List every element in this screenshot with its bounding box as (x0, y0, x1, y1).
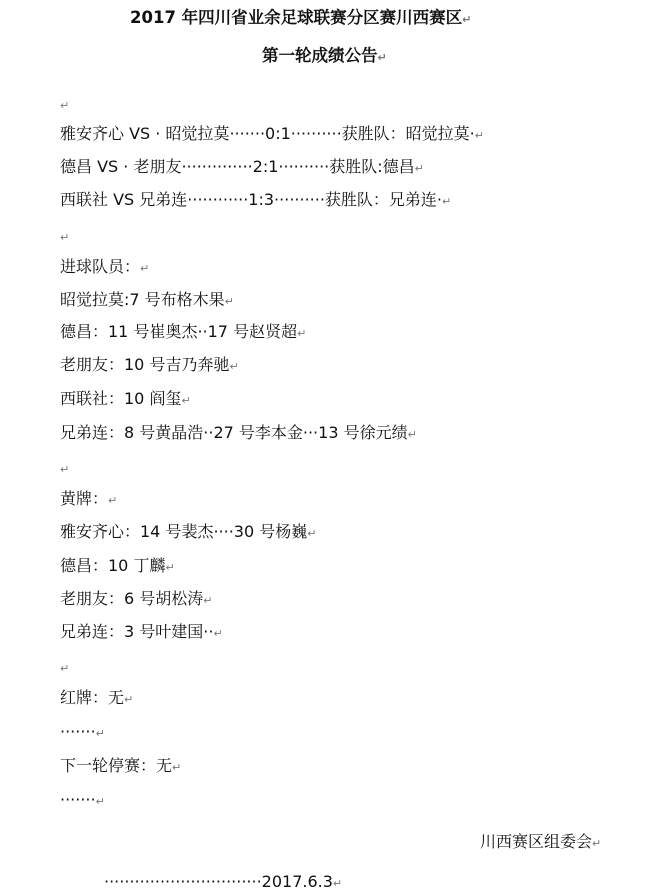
scorer-line-4: 西联社：10 阎玺↵ (60, 389, 191, 408)
paragraph-mark-icon: ↵ (203, 594, 213, 607)
dotted-line-2: ·······↵ (60, 790, 105, 809)
paragraph-mark-icon: ↵ (60, 662, 70, 675)
paragraph-mark-icon: ↵ (442, 195, 452, 208)
match-result-2: 德昌 VS · 老朋友··············2:1··········获胜队:德昌↵ (60, 157, 424, 176)
scorer-line-2: 德昌：11 号崔奥杰··17 号赵贤超↵ (60, 322, 307, 341)
paragraph-mark-icon: ↵ (60, 99, 70, 112)
dotted-line-1: ·······↵ (60, 722, 105, 741)
yellow-heading: 黄牌：↵ (60, 489, 118, 508)
paragraph-mark-icon: ↵ (60, 463, 70, 476)
match-result-3: 西联社 VS 兄弟连············1:3··········获胜队：兄弟连·↵ (60, 190, 452, 209)
paragraph-mark-icon: ↵ (213, 627, 223, 640)
paragraph-mark-icon: ↵ (60, 231, 70, 244)
title-line-2: 第一轮成绩公告↵ (262, 46, 387, 65)
yellow-card-line-4: 兄弟连：3 号叶建国··↵ (60, 622, 223, 641)
paragraph-mark-icon: ↵ (377, 51, 387, 64)
paragraph-mark-icon: ↵ (140, 262, 150, 275)
scorer-line-3: 老朋友：10 号吉乃奔驰↵ (60, 355, 239, 374)
paragraph-mark-icon: ↵ (181, 394, 191, 407)
yellow-card-line-1: 雅安齐心：14 号裴杰····30 号杨巍↵ (60, 522, 317, 541)
suspension-line: 下一轮停赛：无↵ (60, 756, 182, 775)
match-result-1: 雅安齐心 VS · 昭觉拉莫·······0:1··········获胜队：昭觉拉莫·↵ (60, 124, 484, 143)
paragraph-mark-icon: ↵ (474, 129, 484, 142)
paragraph-mark-icon: ↵ (407, 428, 417, 441)
yellow-card-line-2: 德昌：10 丁麟↵ (60, 556, 175, 575)
signature-line: 川西赛区组委会↵ (480, 832, 602, 851)
red-card-line: 红牌：无↵ (60, 688, 134, 707)
paragraph-mark-icon: ↵ (224, 295, 234, 308)
paragraph-mark-icon: ↵ (95, 727, 105, 740)
paragraph-mark-icon: ↵ (95, 795, 105, 808)
scorer-line-1: 昭觉拉莫:7 号布格木果↵ (60, 290, 234, 309)
title-line-1: 2017 年四川省业余足球联赛分区赛川西赛区↵ (130, 8, 472, 27)
paragraph-mark-icon: ↵ (297, 327, 307, 340)
scorers-heading: 进球队员：↵ (60, 257, 150, 276)
paragraph-mark-icon: ↵ (108, 494, 118, 507)
scorer-line-5: 兄弟连：8 号黄晶浩··27 号李本金···13 号徐元绩↵ (60, 423, 417, 442)
paragraph-mark-icon: ↵ (124, 693, 134, 706)
paragraph-mark-icon: ↵ (165, 561, 175, 574)
paragraph-mark-icon: ↵ (414, 162, 424, 175)
paragraph-mark-icon: ↵ (592, 837, 602, 850)
paragraph-mark-icon: ↵ (172, 761, 182, 774)
paragraph-mark-icon: ↵ (332, 877, 343, 890)
yellow-card-line-3: 老朋友：6 号胡松涛↵ (60, 589, 213, 608)
paragraph-mark-icon: ↵ (462, 13, 472, 26)
paragraph-mark-icon: ↵ (229, 360, 239, 373)
date-line: ·······························2017.6.3↵ (104, 872, 343, 891)
paragraph-mark-icon: ↵ (307, 527, 317, 540)
